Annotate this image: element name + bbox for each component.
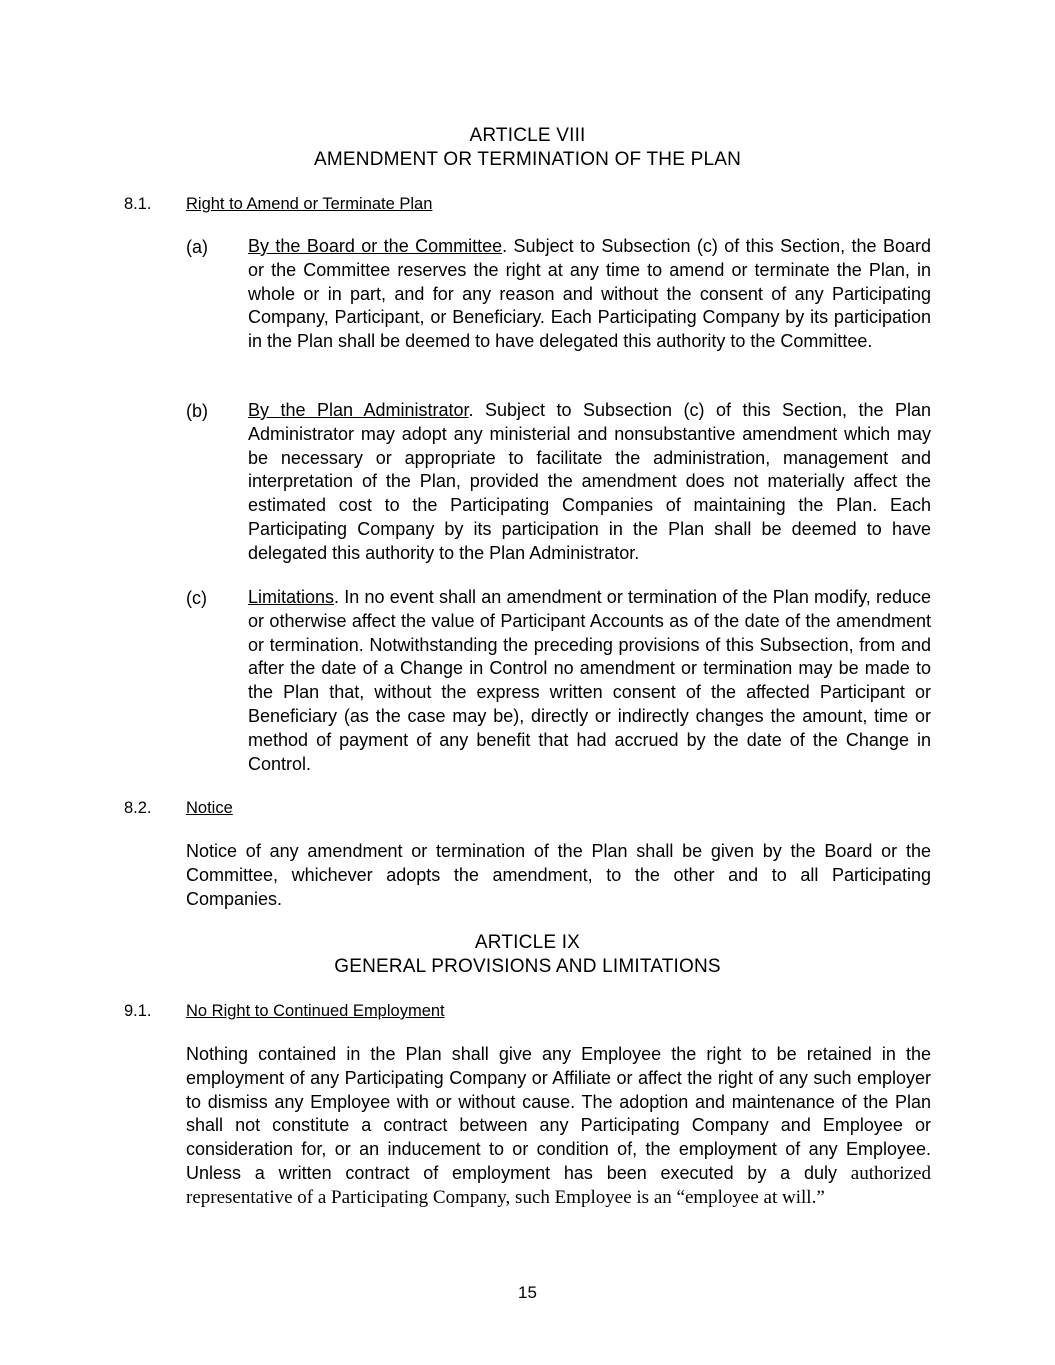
section-8-1-title: Right to Amend or Terminate Plan <box>186 195 433 213</box>
section-9-1-text: Nothing contained in the Plan shall give any Employee the right to be retained in the employment of any Participating Company or Affiliate or affect the right of any such employer to dismiss any Employee with or without cause. The adoption and maintenance of the Plan shall not constitute a contract between any Participating Company and Employee or consideration for, or an inducement to or condition of, the employment of any Employee. Unless a written contract of employment has been executed by a duly <box>186 1044 931 1183</box>
section-8-2-title: Notice <box>186 799 233 817</box>
section-9-1-paragraph <box>186 1043 931 1210</box>
article-9-title: ARTICLE IX <box>474 932 581 953</box>
section-8-2-paragraph: Notice of any amendment or termination of the Plan shall be given by the Board or the Committee, whichever adopts the amendment, to the other and to all Participating Companies. <box>186 841 931 909</box>
subsection-b-heading: By the Plan Administrator <box>248 400 469 420</box>
subsection-a-text: . Subject to Subsection (c) of this Section, the Board or the Committee reserves the right at any time to amend or terminate the Plan, in whole or in part, and for any reason and without the consent of any Participating Company, Participant, or Beneficiary. Each Participating Company by its participation in the Plan shall be deemed to have delegated this authority to the Committee. <box>248 236 931 352</box>
subsection-a-paragraph <box>248 235 931 354</box>
article-8-subtitle: AMENDMENT OR TERMINATION OF THE PLAN <box>314 149 741 170</box>
article-8-title: ARTICLE VIII <box>469 125 586 146</box>
section-8-2-number: 8.2. <box>124 799 152 817</box>
section-9-1-number: 9.1. <box>124 1002 152 1020</box>
section-8-1-number: 8.1. <box>124 195 152 213</box>
subsection-a-heading: By the Board or the Committee <box>248 236 503 256</box>
subsection-c-text: . In no event shall an amendment or termination of the Plan modify, reduce or otherwise affect the value of Participant Accounts as of the date of the amendment or termination. Notwithstanding the preceding provisions of this Subsection, from and after the date of a Change in Control no amendment or termination may be made to the Plan that, without the express written consent of the affected Participant or Beneficiary (as the case may be), directly or indirectly changes the amount, time or method of payment of any benefit that had accrued by the date of the Change in Control. <box>248 587 931 774</box>
subsection-b-label: (b) <box>186 401 208 421</box>
subsection-b-paragraph <box>248 399 931 566</box>
section-9-1-title: No Right to Continued Employment <box>186 1002 445 1020</box>
subsection-b-text: . Subject to Subsection (c) of this Section, the Plan Administrator may adopt any ministerial and nonsubstantive amendment which may be necessary or appropriate to facilitate the administration, management and interpretation of the Plan, provided the amendment does not materially affect the estimated cost to the Participating Companies of maintaining the Plan. Each Participating Company by its participation in the Plan shall be deemed to have delegated this authority to the Plan Administrator. <box>248 400 932 563</box>
article-9-subtitle: GENERAL PROVISIONS AND LIMITATIONS <box>334 956 721 977</box>
subsection-a-label: (a) <box>186 237 208 257</box>
subsection-c-label: (c) <box>186 588 207 608</box>
page-number: 15 <box>518 1283 537 1302</box>
subsection-c-paragraph <box>248 586 931 776</box>
section-9-1-text-serif: authorized representative of a Participating Company, such Employee is an “employee at will.” <box>186 1162 931 1208</box>
subsection-c-heading: Limitations <box>248 587 335 607</box>
